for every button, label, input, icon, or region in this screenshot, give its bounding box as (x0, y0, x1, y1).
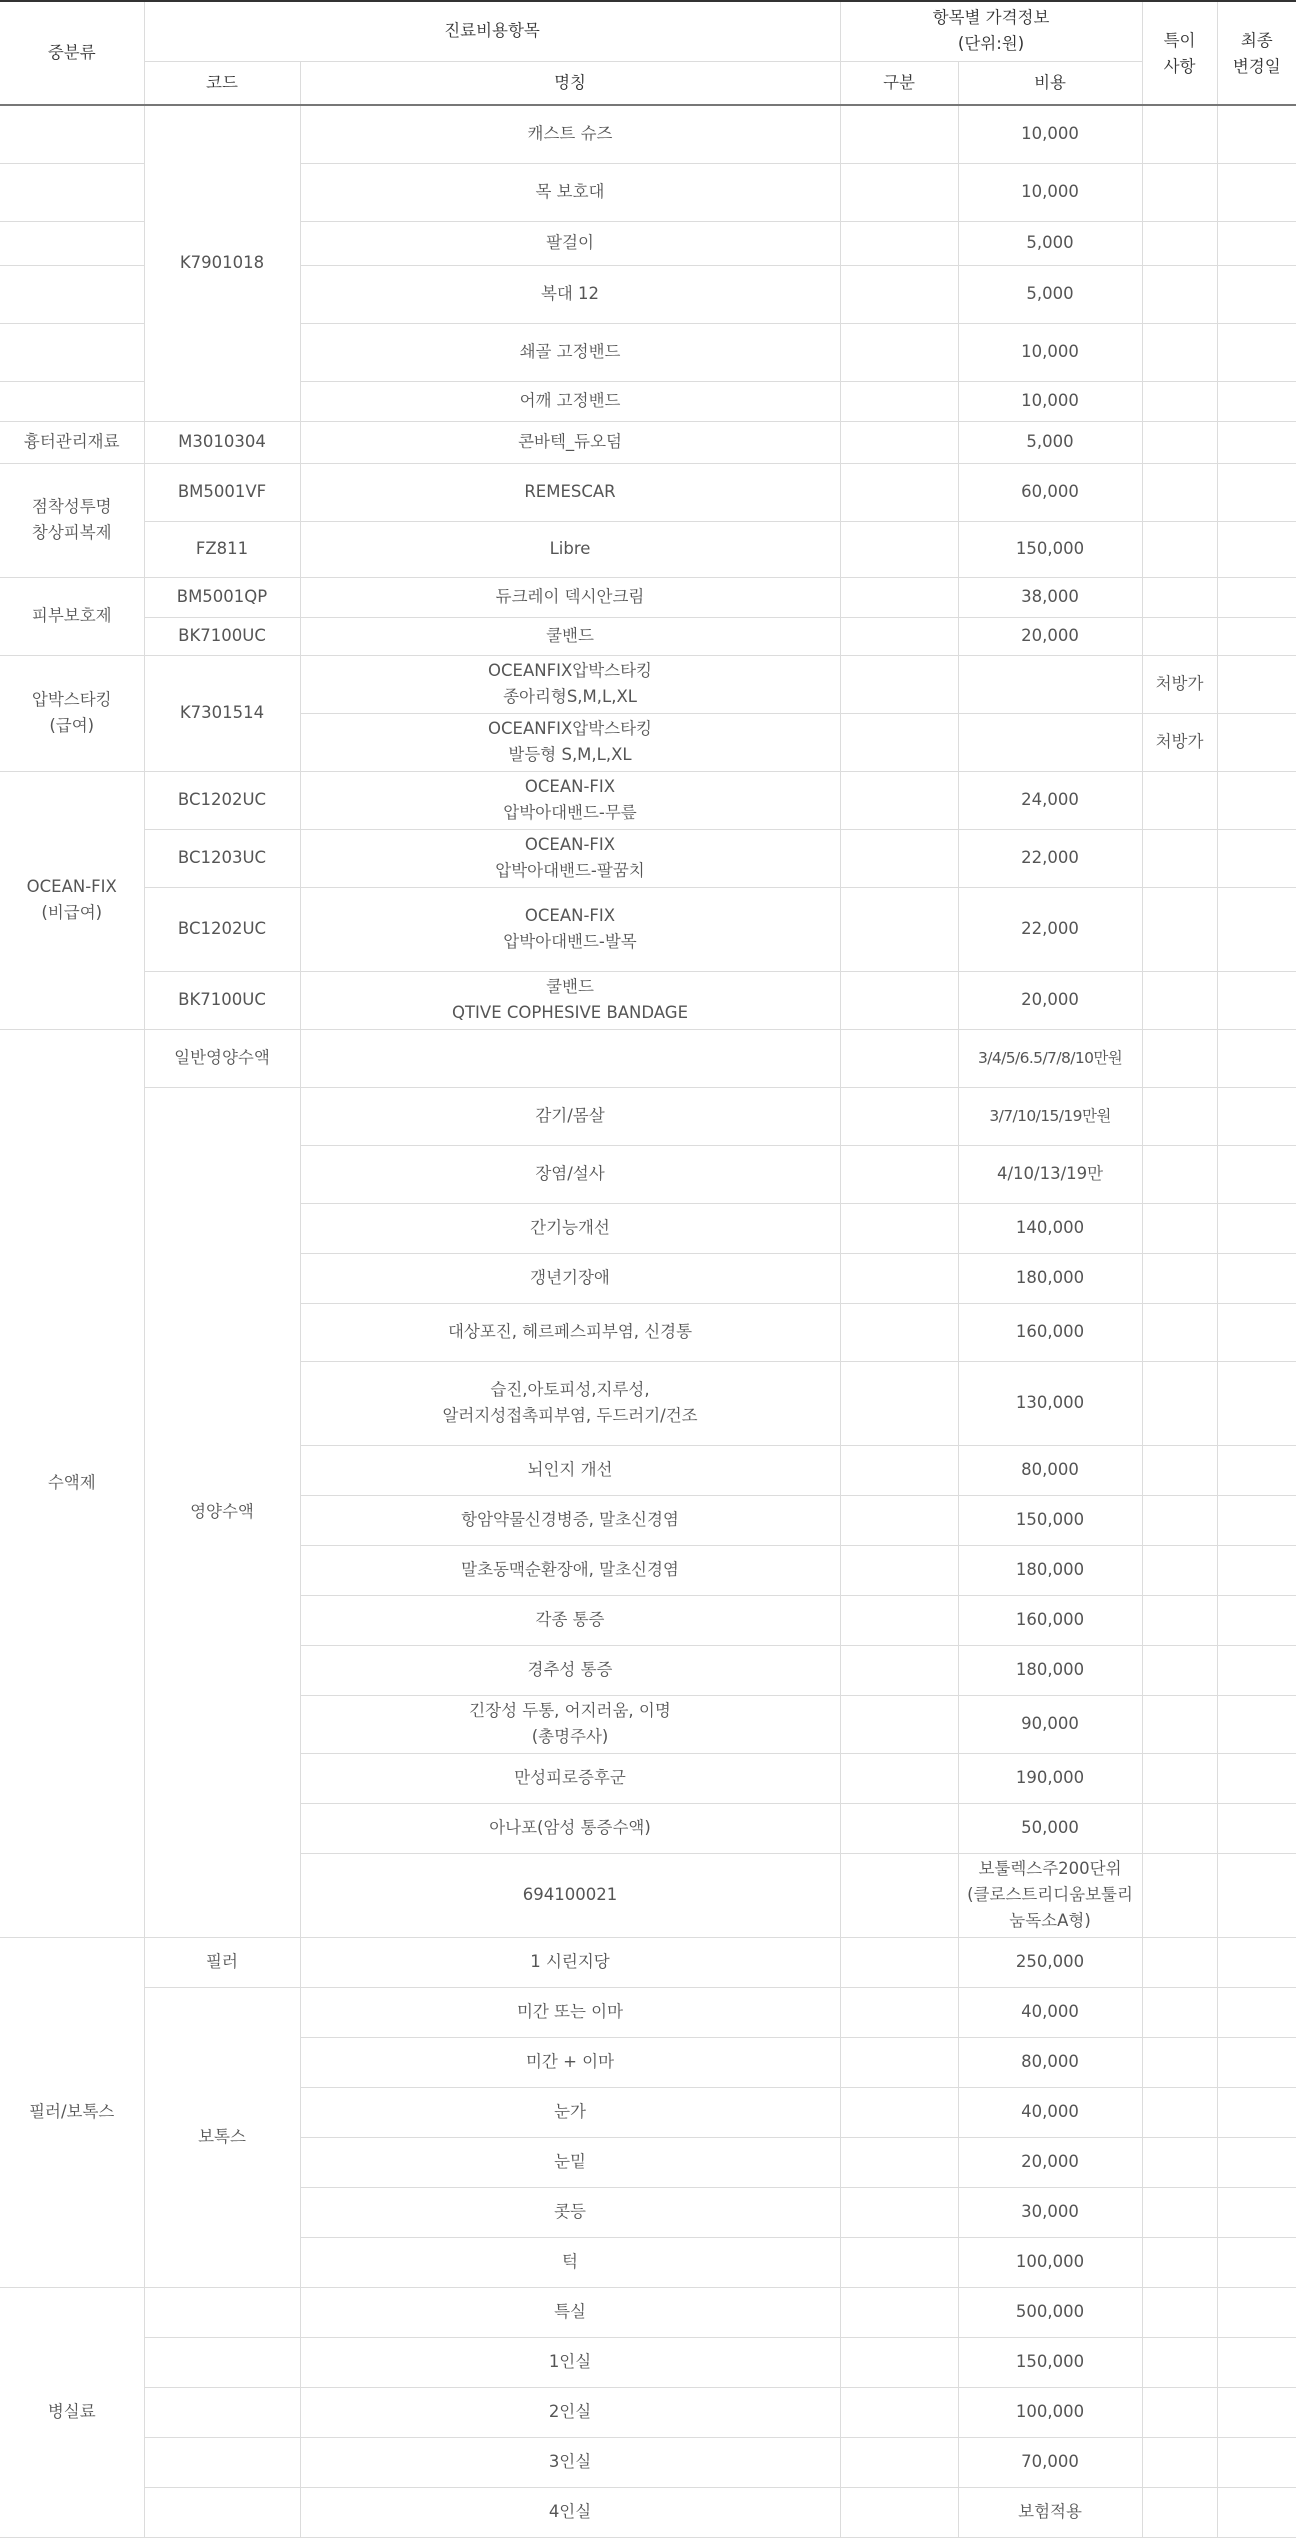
cell-cost: 190,000 (958, 1753, 1142, 1803)
cell-note (1142, 421, 1217, 463)
cell-type (840, 105, 958, 163)
cell-cost: 160,000 (958, 1303, 1142, 1361)
cell-code: 보톡스 (144, 1987, 300, 2287)
cell-type (840, 1595, 958, 1645)
cell-code (144, 2487, 300, 2537)
cell-cost: 100,000 (958, 2387, 1142, 2437)
cell-category (0, 163, 144, 221)
table-row (0, 105, 1296, 163)
header-cost: 비용 (958, 61, 1142, 105)
cell-cost: 160,000 (958, 1595, 1142, 1645)
cell-date (1217, 2337, 1296, 2387)
cell-name: 콘바텍_듀오덤 (300, 421, 840, 463)
cell-cost: 140,000 (958, 1203, 1142, 1253)
cell-code: K7901018 (144, 105, 300, 421)
cell-type (840, 265, 958, 323)
cell-cost: 10,000 (958, 105, 1142, 163)
table-body (0, 105, 1296, 2537)
cell-note (1142, 105, 1217, 163)
cell-cost: 180,000 (958, 1545, 1142, 1595)
cell-type (840, 2437, 958, 2487)
cell-code: BC1203UC (144, 829, 300, 887)
cell-note (1142, 577, 1217, 617)
cell-type (840, 1495, 958, 1545)
cell-cost: 30,000 (958, 2187, 1142, 2237)
header-medical-items: 진료비용항목 (144, 1, 840, 61)
cell-name: OCEANFIX압박스타킹 발등형 S,M,L,XL (300, 713, 840, 771)
cell-name: 턱 (300, 2237, 840, 2287)
cell-note (1142, 2037, 1217, 2087)
cell-name: 눈밑 (300, 2137, 840, 2187)
cell-date (1217, 577, 1296, 617)
cell-cost: 38,000 (958, 577, 1142, 617)
cell-cost: 40,000 (958, 1987, 1142, 2037)
cell-category (0, 323, 144, 381)
cell-type (840, 221, 958, 265)
cell-date (1217, 1545, 1296, 1595)
header-price-info: 항목별 가격정보 (단위:원) (840, 1, 1142, 61)
cell-note (1142, 1937, 1217, 1987)
cell-code (144, 2337, 300, 2387)
cell-cost: 100,000 (958, 2237, 1142, 2287)
cell-type (840, 1145, 958, 1203)
cell-category (0, 265, 144, 323)
cell-date (1217, 221, 1296, 265)
cell-cost: 22,000 (958, 829, 1142, 887)
table-row (0, 971, 1296, 1029)
table-row (0, 2437, 1296, 2487)
cell-name: 갱년기장애 (300, 1253, 840, 1303)
cell-note (1142, 971, 1217, 1029)
cell-category: 흉터관리재료 (0, 421, 144, 463)
cell-note (1142, 323, 1217, 381)
cell-date (1217, 1987, 1296, 2037)
cell-category (0, 221, 144, 265)
cell-cost: 5,000 (958, 265, 1142, 323)
cell-name: 특실 (300, 2287, 840, 2337)
cell-note (1142, 2337, 1217, 2387)
cell-cost: 3/4/5/6.5/7/8/10만원 (958, 1029, 1142, 1087)
table-header (0, 1, 1296, 105)
table-row (0, 1937, 1296, 1987)
cell-date (1217, 1253, 1296, 1303)
cell-note (1142, 1445, 1217, 1495)
cell-cost: 40,000 (958, 2087, 1142, 2137)
cell-name: 긴장성 두통, 어지러움, 이명 (총명주사) (300, 1695, 840, 1753)
cell-cost: 5,000 (958, 221, 1142, 265)
cell-note (1142, 381, 1217, 421)
cell-type (840, 829, 958, 887)
cell-cost: 150,000 (958, 521, 1142, 577)
header-special: 특이 사항 (1142, 1, 1217, 105)
table-row (0, 1029, 1296, 1087)
cell-cost: 20,000 (958, 617, 1142, 655)
cell-cost: 3/7/10/15/19만원 (958, 1087, 1142, 1145)
cell-category: 피부보호제 (0, 577, 144, 655)
table-row (0, 463, 1296, 521)
cell-code (144, 2387, 300, 2437)
cell-note (1142, 1595, 1217, 1645)
cell-name: 대상포진, 헤르페스피부염, 신경통 (300, 1303, 840, 1361)
cell-date (1217, 163, 1296, 221)
header-last-changed: 최종 변경일 (1217, 1, 1296, 105)
cell-type (840, 1937, 958, 1987)
cell-code: K7301514 (144, 655, 300, 771)
cell-cost: 80,000 (958, 2037, 1142, 2087)
cell-type (840, 1361, 958, 1445)
cell-cost: 10,000 (958, 323, 1142, 381)
cell-type (840, 2337, 958, 2387)
cell-code: FZ811 (144, 521, 300, 577)
cell-category: 필러/보톡스 (0, 1937, 144, 2287)
cell-type (840, 2187, 958, 2237)
cell-note (1142, 2387, 1217, 2437)
cell-date (1217, 1937, 1296, 1987)
cell-cost: 10,000 (958, 381, 1142, 421)
cell-date (1217, 1303, 1296, 1361)
cell-name: 미간 + 이마 (300, 2037, 840, 2087)
cell-name: 캐스트 슈즈 (300, 105, 840, 163)
cell-type (840, 1803, 958, 1853)
cell-name: 1 시린지당 (300, 1937, 840, 1987)
table-row (0, 421, 1296, 463)
cell-date (1217, 381, 1296, 421)
cell-type (840, 2487, 958, 2537)
cell-type (840, 521, 958, 577)
cell-name: 아나포(암성 통증수액) (300, 1803, 840, 1853)
table-row (0, 887, 1296, 971)
cell-cost: 10,000 (958, 163, 1142, 221)
cell-code (144, 2287, 300, 2337)
cell-code: BM5001QP (144, 577, 300, 617)
cell-note (1142, 1253, 1217, 1303)
cell-note (1142, 1695, 1217, 1753)
cell-note (1142, 1645, 1217, 1695)
cell-type (840, 771, 958, 829)
table-row (0, 2287, 1296, 2337)
cell-code: M3010304 (144, 421, 300, 463)
cell-name: 목 보호대 (300, 163, 840, 221)
cell-date (1217, 463, 1296, 521)
cell-note (1142, 2087, 1217, 2137)
cell-name: 경추성 통증 (300, 1645, 840, 1695)
cell-name: OCEAN-FIX 압박아대밴드-발목 (300, 887, 840, 971)
cell-name: 보툴렉스주200단위 (클로스트리디움보툴리눔독소A형) (958, 1853, 1142, 1937)
cell-note (1142, 1753, 1217, 1803)
cell-date (1217, 323, 1296, 381)
cell-code: BC1202UC (144, 771, 300, 829)
cell-cost: 22,000 (958, 887, 1142, 971)
table-row (0, 2487, 1296, 2537)
cell-date (1217, 1803, 1296, 1853)
cell-date (1217, 1361, 1296, 1445)
table-row (0, 2337, 1296, 2387)
cell-type (840, 2087, 958, 2137)
cell-cost: 500,000 (958, 2287, 1142, 2337)
cell-date (1217, 1445, 1296, 1495)
cell-code: BM5001VF (144, 463, 300, 521)
cell-name: 각종 통증 (300, 1595, 840, 1645)
cell-name: 쿨밴드 (300, 617, 840, 655)
cell-code: 영양수액 (144, 1087, 300, 1937)
cell-cost (958, 655, 1142, 713)
header-name: 명칭 (300, 61, 840, 105)
cell-name: 습진,아토피성,지루성, 알러지성접촉피부염, 두드러기/건조 (300, 1361, 840, 1445)
cell-type (840, 163, 958, 221)
cell-type (840, 1645, 958, 1695)
cell-type (840, 971, 958, 1029)
cell-type (840, 713, 958, 771)
cell-name: 미간 또는 이마 (300, 1987, 840, 2037)
cell-name: 눈가 (300, 2087, 840, 2137)
cell-date (1217, 1495, 1296, 1545)
cell-date (1217, 655, 1296, 713)
cell-code (840, 1853, 958, 1937)
cell-name: 장염/설사 (300, 1145, 840, 1203)
cell-type (840, 2237, 958, 2287)
header-code: 코드 (144, 61, 300, 105)
cell-type (840, 1253, 958, 1303)
table-row (0, 1987, 1296, 2037)
cell-note (1142, 1495, 1217, 1545)
cell-type (840, 1087, 958, 1145)
cell-cost: 보험적용 (958, 2487, 1142, 2537)
cell-date (1217, 421, 1296, 463)
table-row (0, 521, 1296, 577)
cell-name: 어깨 고정밴드 (300, 381, 840, 421)
cell-category: 점착성투명 창상피복제 (0, 463, 144, 577)
cell-name: 3인실 (300, 2437, 840, 2487)
cell-note (1142, 2187, 1217, 2237)
cell-category: OCEAN-FIX (비급여) (0, 771, 144, 1029)
cell-note (1142, 771, 1217, 829)
header-type: 구분 (840, 61, 958, 105)
cell-cost: 4/10/13/19만 (958, 1145, 1142, 1203)
cell-cost: 250,000 (958, 1937, 1142, 1987)
cell-note (1142, 221, 1217, 265)
cell-date (1217, 771, 1296, 829)
cell-type (840, 2387, 958, 2437)
cell-date (1217, 1595, 1296, 1645)
cell-note: 처방가 (1142, 713, 1217, 771)
cell-date (1217, 1645, 1296, 1695)
cell-type (840, 381, 958, 421)
table-row (0, 1087, 1296, 1145)
cell-cost (1217, 1853, 1296, 1937)
cell-note (1142, 2437, 1217, 2487)
header-category: 중분류 (0, 1, 144, 105)
cell-date (1217, 265, 1296, 323)
cell-date (1217, 829, 1296, 887)
cell-note (1142, 163, 1217, 221)
cell-type (840, 2037, 958, 2087)
cell-type (840, 463, 958, 521)
cell-category: 수액제 (0, 1029, 144, 1937)
cell-name: 감기/몸살 (300, 1087, 840, 1145)
cell-code: 일반영양수액 (144, 1029, 300, 1087)
cell-name: 4인실 (300, 2487, 840, 2537)
cell-note (1142, 2137, 1217, 2187)
cell-name: 뇌인지 개선 (300, 1445, 840, 1495)
cell-note (1142, 1361, 1217, 1445)
cell-type (840, 617, 958, 655)
cell-date (1217, 2187, 1296, 2237)
table-row (0, 655, 1296, 713)
cell-name: 1인실 (300, 2337, 840, 2387)
cell-cost: 150,000 (958, 1495, 1142, 1545)
cell-date (1217, 1029, 1296, 1087)
cell-date (1217, 887, 1296, 971)
cell-type (840, 887, 958, 971)
cell-type (840, 2137, 958, 2187)
cell-type (840, 1029, 958, 1087)
cell-type (840, 655, 958, 713)
cell-note (1142, 1087, 1217, 1145)
cell-date (1217, 2387, 1296, 2437)
cell-cost: 5,000 (958, 421, 1142, 463)
cell-name: 2인실 (300, 2387, 840, 2437)
cell-category: 병실료 (0, 2287, 144, 2537)
cell-cost: 150,000 (958, 2337, 1142, 2387)
cell-cost (958, 713, 1142, 771)
cell-cost: 180,000 (958, 1645, 1142, 1695)
cell-type (840, 1695, 958, 1753)
table-row (0, 771, 1296, 829)
cell-date (1217, 1753, 1296, 1803)
cell-type (840, 1445, 958, 1495)
cell-date (1217, 1145, 1296, 1203)
cell-date (1217, 1203, 1296, 1253)
cell-note (1142, 1803, 1217, 1853)
cell-note (1142, 1303, 1217, 1361)
cell-type (840, 1987, 958, 2037)
cell-code: 필러 (144, 1937, 300, 1987)
cell-cost: 20,000 (958, 2137, 1142, 2187)
cell-name: 복대 12 (300, 265, 840, 323)
cell-cost: 24,000 (958, 771, 1142, 829)
cell-type (840, 1303, 958, 1361)
cell-cost: 180,000 (958, 1253, 1142, 1303)
cell-note (1142, 463, 1217, 521)
cell-type (840, 323, 958, 381)
cell-code (144, 2437, 300, 2487)
cell-cost: 60,000 (958, 463, 1142, 521)
cell-name: 쇄골 고정밴드 (300, 323, 840, 381)
cell-type (840, 421, 958, 463)
cell-type (840, 577, 958, 617)
cell-code: BK7100UC (144, 971, 300, 1029)
cell-note (1142, 1029, 1217, 1087)
cell-date (1217, 2037, 1296, 2087)
cell-note (1142, 887, 1217, 971)
cell-type (840, 1203, 958, 1253)
cell-note: 처방가 (1142, 655, 1217, 713)
cell-date (1217, 1087, 1296, 1145)
cell-name: Libre (300, 521, 840, 577)
cell-name: 만성피로증후군 (300, 1753, 840, 1803)
cell-note (1142, 1145, 1217, 1203)
cell-name: REMESCAR (300, 463, 840, 521)
cell-type (840, 1545, 958, 1595)
cell-date (1217, 617, 1296, 655)
cell-name: 쿨밴드 QTIVE COPHESIVE BANDAGE (300, 971, 840, 1029)
cell-name: OCEANFIX압박스타킹 종아리형S,M,L,XL (300, 655, 840, 713)
cell-date (1217, 2437, 1296, 2487)
cell-name: 간기능개선 (300, 1203, 840, 1253)
cell-date (1217, 105, 1296, 163)
cell-type (840, 1753, 958, 1803)
cell-cost: 90,000 (958, 1695, 1142, 1753)
cell-date (1217, 521, 1296, 577)
cell-cost: 70,000 (958, 2437, 1142, 2487)
cell-date (1217, 971, 1296, 1029)
cell-cost: 20,000 (958, 971, 1142, 1029)
cell-category: 압박스타킹 (급여) (0, 655, 144, 771)
cell-date (1217, 2487, 1296, 2537)
cell-date (1217, 1695, 1296, 1753)
cell-type (840, 2287, 958, 2337)
cell-category (0, 381, 144, 421)
cell-name: 팔걸이 (300, 221, 840, 265)
cell-code: BC1202UC (144, 887, 300, 971)
cell-cost: 130,000 (958, 1361, 1142, 1445)
cell-name: 듀크레이 덱시안크림 (300, 577, 840, 617)
table-row (0, 577, 1296, 617)
table-row (0, 829, 1296, 887)
cell-date (1217, 2287, 1296, 2337)
cell-name: OCEAN-FIX 압박아대밴드-무릎 (300, 771, 840, 829)
cell-name: OCEAN-FIX 압박아대밴드-팔꿈치 (300, 829, 840, 887)
cell-note (1142, 2287, 1217, 2337)
cell-note (1142, 521, 1217, 577)
cell-code: BK7100UC (144, 617, 300, 655)
table-row (0, 2387, 1296, 2437)
cell-cost: 80,000 (958, 1445, 1142, 1495)
cell-date (1217, 2087, 1296, 2137)
cell-note (1142, 2237, 1217, 2287)
cell-note (1142, 1987, 1217, 2037)
cell-note (1142, 617, 1217, 655)
cell-date (1217, 2137, 1296, 2187)
cell-note (1142, 829, 1217, 887)
cell-date (1217, 2237, 1296, 2287)
table-row (0, 617, 1296, 655)
cell-note (1142, 1203, 1217, 1253)
cell-name: 항암약물신경병증, 말초신경염 (300, 1495, 840, 1545)
cell-note (1142, 265, 1217, 323)
cell-type (1142, 1853, 1217, 1937)
cell-category (0, 105, 144, 163)
cell-cost: 50,000 (958, 1803, 1142, 1853)
cell-note (1142, 2487, 1217, 2537)
cell-date (1217, 713, 1296, 771)
cell-note (1142, 1545, 1217, 1595)
cell-name: 콧등 (300, 2187, 840, 2237)
cell-name: 말초동맥순환장애, 말초신경염 (300, 1545, 840, 1595)
cell-category: 694100021 (300, 1853, 840, 1937)
cell-name (300, 1029, 840, 1087)
